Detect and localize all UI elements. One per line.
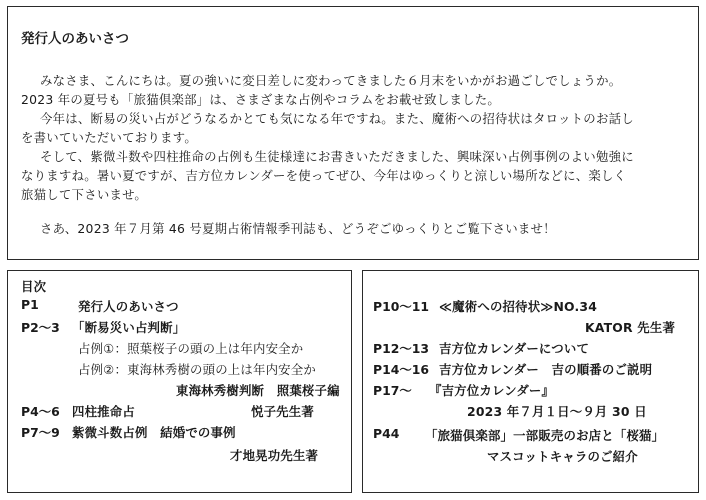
toc-entry: 『吉方位カレンダー』 [429, 383, 555, 398]
greeting-line: を書いていただいております。 [21, 130, 197, 145]
toc-title: 目次 [21, 279, 47, 294]
toc-page: P44 [373, 426, 400, 441]
toc-page: P1 [21, 297, 39, 312]
greeting-line: なりますね。暑い夏ですが、吉方位カレンダーを使ってぜひ、今年はゆっくりと涼しい場所などに、楽しく [21, 168, 627, 183]
toc-page: P7～9 [21, 425, 60, 440]
toc-entry: ≪魔術への招待状≫NO.34 [439, 299, 598, 314]
toc-page: P17～ [373, 383, 412, 398]
greeting-box [7, 6, 699, 260]
greeting-line: さあ、2023 年７月第 46 号夏期占術情報季刊誌も、どうぞごゆっくりとご覧下さいませ！ [40, 221, 556, 236]
toc-entry: KATOR 先生著 [585, 320, 676, 335]
toc-entry: 吉方位カレンダー 吉の順番のご説明 [439, 362, 653, 377]
toc-page: P12～13 [373, 341, 429, 356]
toc-entry: 紫微斗数占例 結婚での事例 [72, 425, 236, 440]
toc-entry: 発行人のあいさつ [78, 299, 179, 314]
toc-entry: 占例②：東海林秀樹の頭の上は年内安全か [78, 362, 316, 377]
greeting-line: 2023 年の夏号も「旅猫倶楽部」は、さまざまな占例やコラムをお載せ致しました。 [21, 92, 501, 107]
toc-entry: 「旅猫倶楽部」一部販売のお店と「桜猫」 [425, 428, 665, 443]
greeting-title: 発行人のあいさつ [21, 31, 129, 47]
toc-page: P10～11 [373, 299, 429, 314]
toc-left-box [7, 270, 352, 493]
toc-entry: 悦子先生著 [251, 404, 314, 419]
toc-entry: 才地晃功先生著 [230, 448, 319, 463]
toc-entry: 「断易災い占判断」 [72, 320, 186, 335]
greeting-line: 今年は、断易の災い占がどうなるかとても気になる年ですね。また、魔術への招待状はタロットのお話し [40, 111, 634, 126]
toc-entry: 東海林秀樹判断 照葉桜子編 [176, 383, 340, 398]
toc-page: P14～16 [373, 362, 429, 377]
toc-page: P4～6 [21, 404, 60, 419]
toc-entry: 吉方位カレンダーについて [439, 341, 590, 356]
toc-page: P2～3 [21, 320, 60, 335]
toc-right-box [362, 270, 699, 493]
greeting-line: そして、紫微斗数や四柱推命の占例も生徒様達にお書きいただきました、興味深い占例事例のよい勉強に [40, 149, 634, 164]
toc-entry: 2023 年７月１日～９月 30 日 [467, 404, 647, 419]
greeting-line: 旅猫して下さいませ。 [21, 187, 148, 202]
toc-entry: 四柱推命占 [72, 404, 135, 419]
toc-entry: マスコットキャラのご紹介 [487, 449, 638, 464]
toc-entry: 占例①：照葉桜子の頭の上は年内安全か [78, 341, 304, 356]
greeting-line: みなさま、こんにちは。夏の強いに変日差しに変わってきました６月末をいかがお過ごしでしょうか。 [40, 73, 622, 88]
